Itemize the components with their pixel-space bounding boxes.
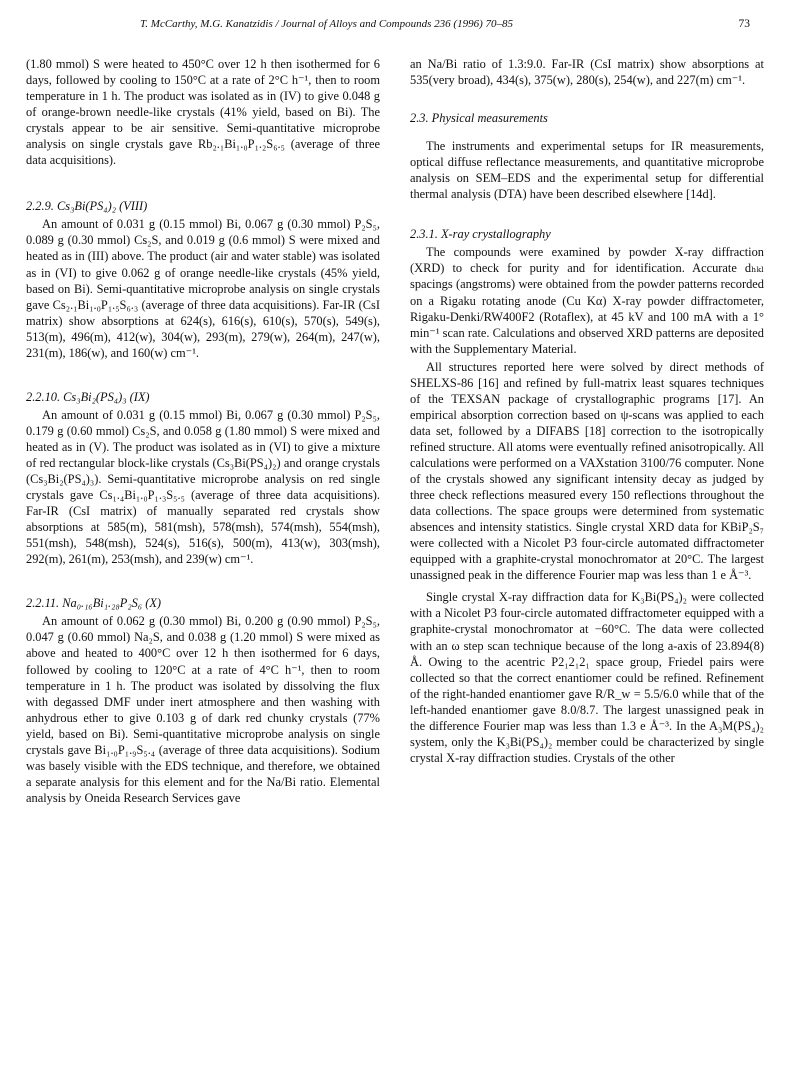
paragraph-2-3-1-a: The compounds were examined by powder X-ray diffraction (XRD) to check for purity and for identification. Accurate dₕₖₗ spacings (angstroms) were obtained from the powder patterns recorded on a Rigaku rotating anode (Cu Kα) X-ray powder diffractometer, Rigaku-Denki/RW400F2 (Rotaflex), at 45 kV and 100 mA with a 1° min⁻¹ scan rate. Calculations and observed XRD patterns are deposited with the Supplementary Material. [410, 245, 764, 356]
paragraph-2-2-11: An amount of 0.062 g (0.30 mmol) Bi, 0.200 g (0.90 mmol) P₂S₅, 0.047 g (0.60 mmol) Na₂S, and 0.038 g (1.20 mmol) S were mixed as above and heated to 400°C over 12 h then isothermed for 6 days, followed by cooling to 120°C at a rate of 4°C h⁻¹, then to room temperature in 1 h. The product was isolated by dissolving the flux with degassed DMF under inert atmosphere and then washing with anhydrous ether to give 0.103 g of dark red chunky crystals (77% yield, based on Bi). Semi-quantitative microprobe analysis on single crystals gave Bi₁.₀P₁.₉S₅.₄ (average of three data acquisitions). Sodium was basely visible with the EDS technique, and therefore, we obtained a separate analysis for this element and for the Na/Bi ratio. Elemental analysis by Oneida Research Services gave [26, 614, 380, 805]
section-heading-2-3: 2.3. Physical measurements [410, 111, 548, 126]
paragraph-continued-right: an Na/Bi ratio of 1.3:9.0. Far-IR (CsI matrix) show absorptions at 535(very broad), 434(s), 375(w), 280(s), 254(w), and 227(m) cm⁻¹. [410, 57, 764, 88]
section-heading-2-2-10: 2.2.10. Cs₃Bi₂(PS₄)₃ (IX) [26, 389, 150, 404]
paragraph-2-3-1-b: All structures reported here were solved by direct methods of SHELXS-86 [16] and refined by full-matrix least squares techniques of the TEXSAN package of crystallographic programs [17]. An empirical absorption correction based on ψ-scans was applied to each data set, followed by a DIFABS [18] correction to the isotropically refined structure. All atoms were eventually refined anisotropically. All calculations were performed on a VAXstation 3100/76 computer. None of the crystals showed any significant intensity decay as judged by three check reflections measured every 150 reflections throughout the data collections. The space groups were determined from systematic absences and intensity statistics. Single crystal XRD data for KBiP₂S₇ were collected with a Nicolet P3 four-circle automated diffractometer equipped with a graphite-crystal monochromator at 20°C. The largest unassigned peak in the difference Fourier map was less than 1 e Å⁻³. [410, 359, 764, 583]
left-column [26, 56, 380, 806]
page-number: 73 [738, 18, 750, 30]
running-header: T. McCarthy, M.G. Kanatzidis / Journal of Alloys and Compounds 236 (1996) 70–85 [140, 18, 513, 30]
paragraph-continued: (1.80 mmol) S were heated to 450°C over 12 h then isothermed for 6 days, followed by cooling to 150°C at a rate of 2°C h⁻¹, then to room temperature in 1 h. The product was isolated as in (IV) to give 0.048 g of orange-brown needle-like crystals (41% yield, based on Bi). The crystals appear to be air sensitive. Semi-quantitative microprobe analysis on single crystals gave Rb₂.₁Bi₁.₀P₁.₂S₆.₅ (average of three data acquisitions). [26, 57, 380, 168]
right-column [410, 56, 764, 766]
paragraph-2-3: The instruments and experimental setups for IR measurements, optical diffuse reflectance measurements, and quantitative microprobe analysis on SEM–EDS and the experimental setup for differential thermal analysis (DTA) have been described elsewhere [14d]. [410, 139, 764, 202]
paragraph-2-2-9: An amount of 0.031 g (0.15 mmol) Bi, 0.067 g (0.30 mmol) P₂S₅, 0.089 g (0.30 mmol) Cs₂S, and 0.019 g (0.6 mmol) S were mixed and heated as in (III) above. The product (air and water stable) was isolated as in (VI) to give 0.062 g of orange needle-like crystals (45% yield, based on Bi). Semi-quantitative microprobe analysis on single crystals gave Cs₂.₁Bi₁.₀P₁.₅S₆.₃ (average of three data acquisitions). Far-IR (CsI matrix) show absorptions at 624(s), 616(s), 610(s), 570(s), 549(s), 513(m), 496(m), 412(w), 304(w), 293(m), 279(w), 264(m), 247(w), 231(m), 186(w), and 160(w) cm⁻¹. [26, 217, 380, 360]
section-heading-2-2-9: 2.2.9. Cs₃Bi(PS₄)₂ (VIII) [26, 199, 148, 214]
section-heading-2-3-1: 2.3.1. X-ray crystallography [410, 227, 551, 242]
paragraph-2-2-10: An amount of 0.031 g (0.15 mmol) Bi, 0.067 g (0.30 mmol) P₂S₅, 0.179 g (0.60 mmol) Cs₂S, and 0.058 g (1.80 mmol) S were mixed and heated as in (V). The product was isolated as in (VI) to give a mixture of red rectangular block-like crystals (Cs₃Bi(PS₄)₂) and orange crystals (Cs₃Bi₂(PS₄)₃). Semi-quantitative microprobe analysis on red single crystals gave Cs₁.₄Bi₁.₀P₁.₃S₅.₅ (average of three data acquisitions). Far-IR (CsI matrix) of manually separated red crystals show absorptions at 585(m), 581(msh), 578(msh), 574(msh), 554(msh), 551(msh), 548(msh), 524(s), 516(s), 500(m), 413(w), 303(msh), 292(m), 261(m), 253(msh), and 239(w) cm⁻¹. [26, 407, 380, 567]
paragraph-2-3-1-c: Single crystal X-ray diffraction data for K₃Bi(PS₄)₂ were collected with a Nicolet P3 four-circle automated diffractometer equipped with a graphite-crystal monochromator at −60°C. The data were collected with an ω step scan technique because of the long a-axis of 23.894(8) Å. Owing to the acentric P2₁2₁2₁ space group, Friedel pairs were collected so that the correct enantiomer could be refined. Refinement of the right-handed enantiomer gave R/R_w = 5.5/6.0 while that of the left-handed enantiomer gave 8.0/8.7. The largest unassigned peak in the difference Fourier map was less than 1.3 e Å⁻³. In the A₃M(PS₄)₂ system, only the K₃Bi(PS₄)₂ member could be characterized by single crystal X-ray diffraction studies. Crystals of the other [410, 590, 764, 765]
section-heading-2-2-11: 2.2.11. Na₀.₁₆Bi₁.₂₈P₂S₆ (X) [26, 596, 162, 611]
